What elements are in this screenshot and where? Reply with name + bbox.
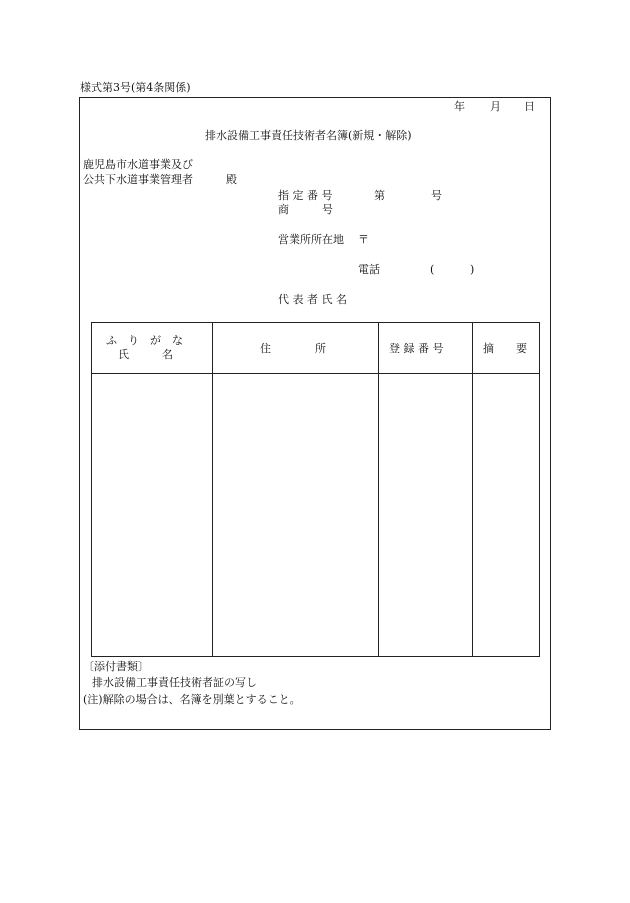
phone-paren-close: ) bbox=[470, 263, 475, 276]
form-title: 排水設備工事責任技術者名簿(新規・解除) bbox=[205, 129, 412, 142]
representative-name-label: 代 表 者 氏 名 bbox=[278, 293, 347, 306]
table-header-divider bbox=[92, 373, 539, 374]
header-remarks: 摘 要 bbox=[483, 342, 527, 355]
attachment-item: 排水設備工事責任技術者証の写し bbox=[92, 676, 257, 689]
addressee-honorific: 殿 bbox=[226, 173, 237, 186]
header-registration-number: 登 録 番 号 bbox=[389, 342, 444, 355]
header-name: 氏 名 bbox=[118, 348, 173, 361]
header-furigana: ふ り が な bbox=[106, 334, 183, 347]
addressee-line-1: 鹿児島市水道事業及び bbox=[83, 158, 193, 171]
form-number: 様式第3号(第4条関係) bbox=[80, 81, 191, 94]
phone-paren-open: ( bbox=[430, 263, 435, 276]
trade-name-label: 商 号 bbox=[278, 203, 333, 216]
addressee-line-2: 公共下水道事業管理者 bbox=[83, 173, 193, 186]
office-address-label: 営業所所在地 bbox=[278, 233, 344, 246]
header-address: 住 所 bbox=[260, 342, 326, 355]
designation-dai-label: 第 bbox=[374, 189, 385, 202]
postal-mark: 〒 bbox=[358, 233, 369, 246]
date-day-label: 日 bbox=[524, 100, 535, 113]
designation-number-label: 指 定 番 号 bbox=[278, 189, 333, 202]
phone-label: 電話 bbox=[358, 263, 380, 276]
date-month-label: 月 bbox=[490, 100, 501, 113]
note: (注)解除の場合は、名簿を別葉とすること。 bbox=[83, 693, 301, 706]
date-year-label: 年 bbox=[454, 100, 465, 113]
attachments-heading: 〔添付書類〕 bbox=[83, 660, 149, 673]
designation-go-label: 号 bbox=[431, 189, 442, 202]
roster-table bbox=[91, 322, 540, 657]
